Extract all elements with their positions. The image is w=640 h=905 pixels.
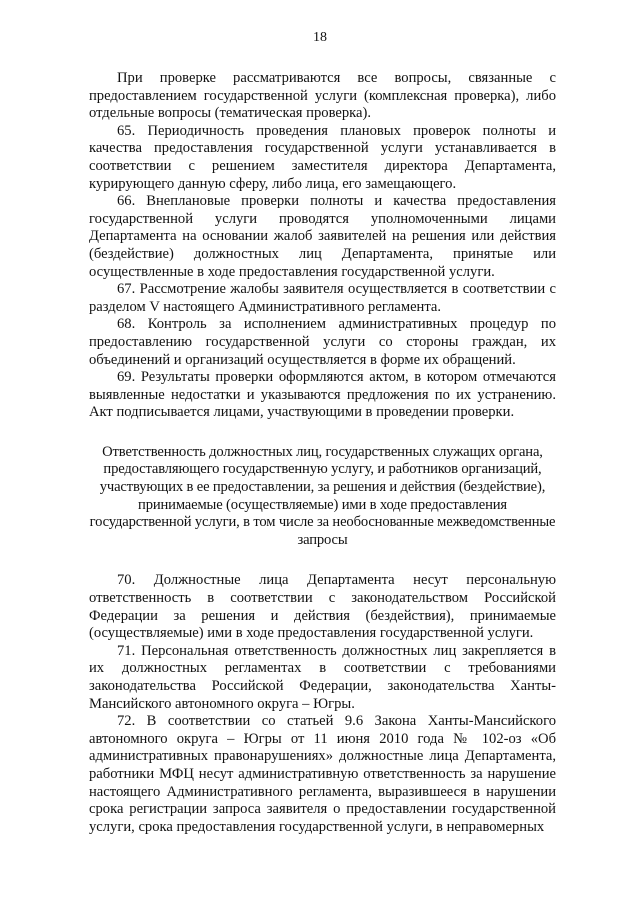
paragraph-70: 70. Должностные лица Департамента несут персональную ответственность в соответствии с законодательством Российской Федерации за решения и действия (бездействия), принимаемые (осуществляемые) ими в ходе предоставления государственной услуги. [89,572,556,642]
paragraph-67: 67. Рассмотрение жалобы заявителя осуществляется в соответствии с разделом V настоящего Административного регламента. [89,281,556,315]
section-heading: Ответственность должностных лиц, государственных служащих органа, предоставляющего государственную услугу, и работников организаций, участвующих в ее предоставлении, за решения и действия (бездействие), принимаемые (осуществляемые) ими в ходе предоставления государственной услуги, в том числе за необоснованные межведомственные запросы [89,443,556,548]
paragraph-inspection-scope: При проверке рассматриваются все вопросы, связанные с предоставлением государственной услуги (комплексная проверка), либо отдельные вопросы (тематическая проверка). [89,70,556,122]
document-body [89,70,556,836]
paragraph-71: 71. Персональная ответственность должностных лиц закрепляется в их должностных регламентах в соответствии с требованиями законодательства Российской Федерации, законодательства Ханты-Мансийского автономного округа – Югры. [89,642,556,712]
page-number: 18 [313,30,327,45]
paragraph-68: 68. Контроль за исполнением административных процедур по предоставлению государственной услуги со стороны граждан, их объединений и организаций осуществляется в форме их обращений. [89,316,556,368]
paragraph-72: 72. В соответствии со статьей 9.6 Закона Ханты-Мансийского автономного округа – Югры от 11 июня 2010 года № 102-оз «Об административных правонарушениях» должностные лица Департамента, работники МФЦ несут административную ответственность за нарушение настоящего Административного регламента, выразившееся в нарушении срока регистрации запроса заявителя о предоставлении государственной услуги, срока предоставления государственной услуги, в неправомерных [89,713,556,835]
paragraph-69: 69. Результаты проверки оформляются актом, в котором отмечаются выявленные недостатки и указываются предложения по их устранению. Акт подписывается лицами, участвующими в проведении проверки. [89,369,556,421]
paragraph-66: 66. Внеплановые проверки полноты и качества предоставления государственной услуги проводятся уполномоченными лицами Департамента на основании жалоб заявителей на решения или действия (бездействие) должностных лиц Департамента, принятые или осуществленные в ходе предоставления государственной услуги. [89,193,556,280]
paragraph-65: 65. Периодичность проведения плановых проверок полноты и качества предоставления государственной услуги устанавливается в соответствии с решением заместителя директора Департамента, курирующего данную сферу, либо лица, его замещающего. [89,122,556,192]
